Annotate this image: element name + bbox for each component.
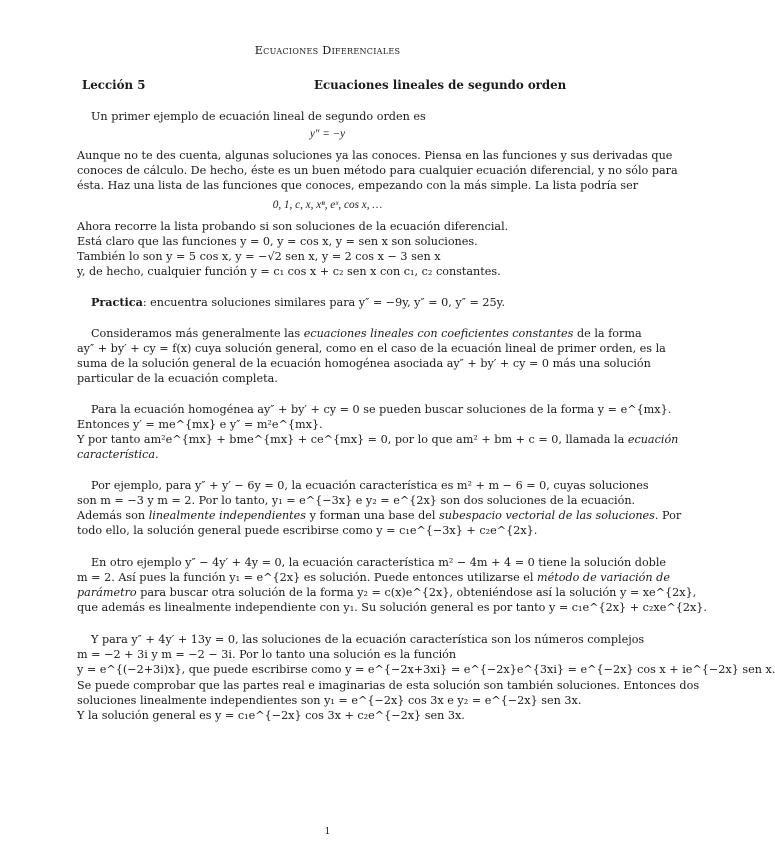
- p5-line2: [77, 571, 670, 584]
- p6-line3: y = e^{(−2+3i)x}, que puede escribirse como y = e^{−2x+3xi} = e^{−2x}e^{3xi} = e^{−2x} cos x + ie^{−2x} sen x.: [77, 663, 775, 676]
- p4-line3b: linealmente independientes: [148, 509, 307, 522]
- p5-line2a: m = 2. Así pues la función y₁ = e^{2x} es solución. Puede entonces utilizarse el: [77, 571, 537, 584]
- p3-line4: [77, 448, 159, 461]
- p2-emphasis: ecuaciones lineales con coeficientes constantes: [303, 327, 574, 340]
- p6-line1: Y para y″ + 4y′ + 13y = 0, las soluciones de la ecuación característica son los números complejos: [91, 633, 645, 646]
- p4-line1: Por ejemplo, para y″ + y′ − 6y = 0, la ecuación característica es m² + m − 6 = 0, cuyas soluciones: [91, 479, 649, 492]
- p4-line4: todo ello, la solución general puede escribirse como y = c₁e^{−3x} + c₂e^{2x}.: [77, 524, 538, 537]
- p1-function-list: 0, 1, c, x, xⁿ, eˣ, cos x, …: [272, 199, 383, 211]
- p4-line3: [77, 509, 681, 522]
- p1-intro: Un primer ejemplo de ecuación lineal de segundo orden es: [91, 110, 426, 123]
- page-number: 1: [324, 827, 331, 837]
- p4-line3c: y forman una base del: [306, 509, 440, 522]
- p3-line4-emphasis: característica.: [77, 448, 159, 461]
- lesson-title: Ecuaciones lineales de segundo orden: [314, 78, 567, 92]
- p2-line1c: de la forma: [573, 327, 642, 340]
- practica-label: Practica: [91, 295, 143, 309]
- p5-line3: [77, 586, 696, 599]
- practica-text: : encuentra soluciones similares para y″ = −9y, y″ = 0, y″ = 25y.: [142, 296, 506, 309]
- p1-line3: ésta. Haz una lista de las funciones que conoces, empezando con la más simple. La lista podría ser: [77, 179, 639, 192]
- p2-line4: particular de la ecuación completa.: [77, 372, 278, 385]
- p5-line3a: parámetro: [77, 586, 137, 599]
- p6-line6: Y la solución general es y = c₁e^{−2x} cos 3x + c₂e^{−2x} sen 3x.: [77, 709, 465, 722]
- p1-line6: También lo son y = 5 cos x, y = −√2 sen x, y = 2 cos x − 3 sen x: [77, 250, 441, 263]
- p3-line3-emphasis: ecuación: [627, 433, 679, 446]
- p2-line3: suma de la solución general de la ecuación homogénea asociada ay″ + by′ + cy = 0 más una solución: [77, 357, 651, 370]
- p1-line7: y, de hecho, cualquier función y = c₁ cos x + c₂ sen x con c₁, c₂ constantes.: [77, 265, 501, 278]
- p2-line1a: Consideramos más generalmente las: [91, 327, 304, 340]
- p1-line4: Ahora recorre la lista probando si son soluciones de la ecuación diferencial.: [77, 220, 509, 233]
- p6-line5: soluciones linealmente independientes son y₁ = e^{−2x} cos 3x e y₂ = e^{−2x} sen 3x.: [77, 694, 582, 707]
- p3-line1: Para la ecuación homogénea ay″ + by′ + cy = 0 se pueden buscar soluciones de la forma y = e^{mx}.: [91, 403, 672, 416]
- p4-line3d: subespacio vectorial de las soluciones: [439, 509, 655, 522]
- p5-line2b: método de variación de: [537, 571, 670, 584]
- p5-line3b: para buscar otra solución de la forma y₂ = c(x)e^{2x}, obteniéndose así la solución y = xe^{2x},: [136, 586, 697, 599]
- p3-line3a: Y por tanto am²e^{mx} + bme^{mx} + ce^{mx} = 0, por lo que am² + bm + c = 0, llamada la: [77, 433, 628, 446]
- p4-line3e: . Por: [654, 509, 682, 522]
- practica-line: [91, 296, 505, 309]
- p4-line3a: Además son: [77, 509, 149, 522]
- p1-equation: y″ = −y: [309, 128, 346, 140]
- lesson-number: Lección 5: [82, 78, 146, 92]
- course-header: Ecuaciones Diferenciales: [254, 44, 401, 57]
- p1-line5: Está claro que las funciones y = 0, y = cos x, y = sen x son soluciones.: [77, 235, 478, 248]
- p4-line2: son m = −3 y m = 2. Por lo tanto, y₁ = e^{−3x} e y₂ = e^{2x} son dos soluciones de la ecuación.: [77, 494, 636, 507]
- p3-line2: Entonces y′ = me^{mx} e y″ = m²e^{mx}.: [77, 418, 323, 431]
- p1-line1: Aunque no te des cuenta, algunas soluciones ya las conoces. Piensa en las funciones y sus derivadas que: [77, 149, 673, 162]
- p5-line4: que además es linealmente independiente con y₁. Su solución general es por tanto y = c₁e^{2x} + c₂xe^{2x}.: [77, 601, 707, 614]
- p2-line1: [91, 327, 642, 340]
- p3-line3: [77, 433, 678, 446]
- p5-line1: En otro ejemplo y″ − 4y′ + 4y = 0, la ecuación característica m² − 4m + 4 = 0 tiene la solución doble: [91, 556, 667, 569]
- p6-line4: Se puede comprobar que las partes real e imaginarias de esta solución son también soluciones. Entonces dos: [77, 679, 700, 692]
- p6-line2: m = −2 + 3i y m = −2 − 3i. Por lo tanto una solución es la función: [77, 648, 457, 661]
- p1-line2: conoces de cálculo. De hecho, éste es un buen método para cualquier ecuación diferencial, y no sólo para: [77, 164, 678, 177]
- p2-line2: ay″ + by′ + cy = f(x) cuya solución general, como en el caso de la ecuación lineal de primer orden, es la: [77, 342, 666, 355]
